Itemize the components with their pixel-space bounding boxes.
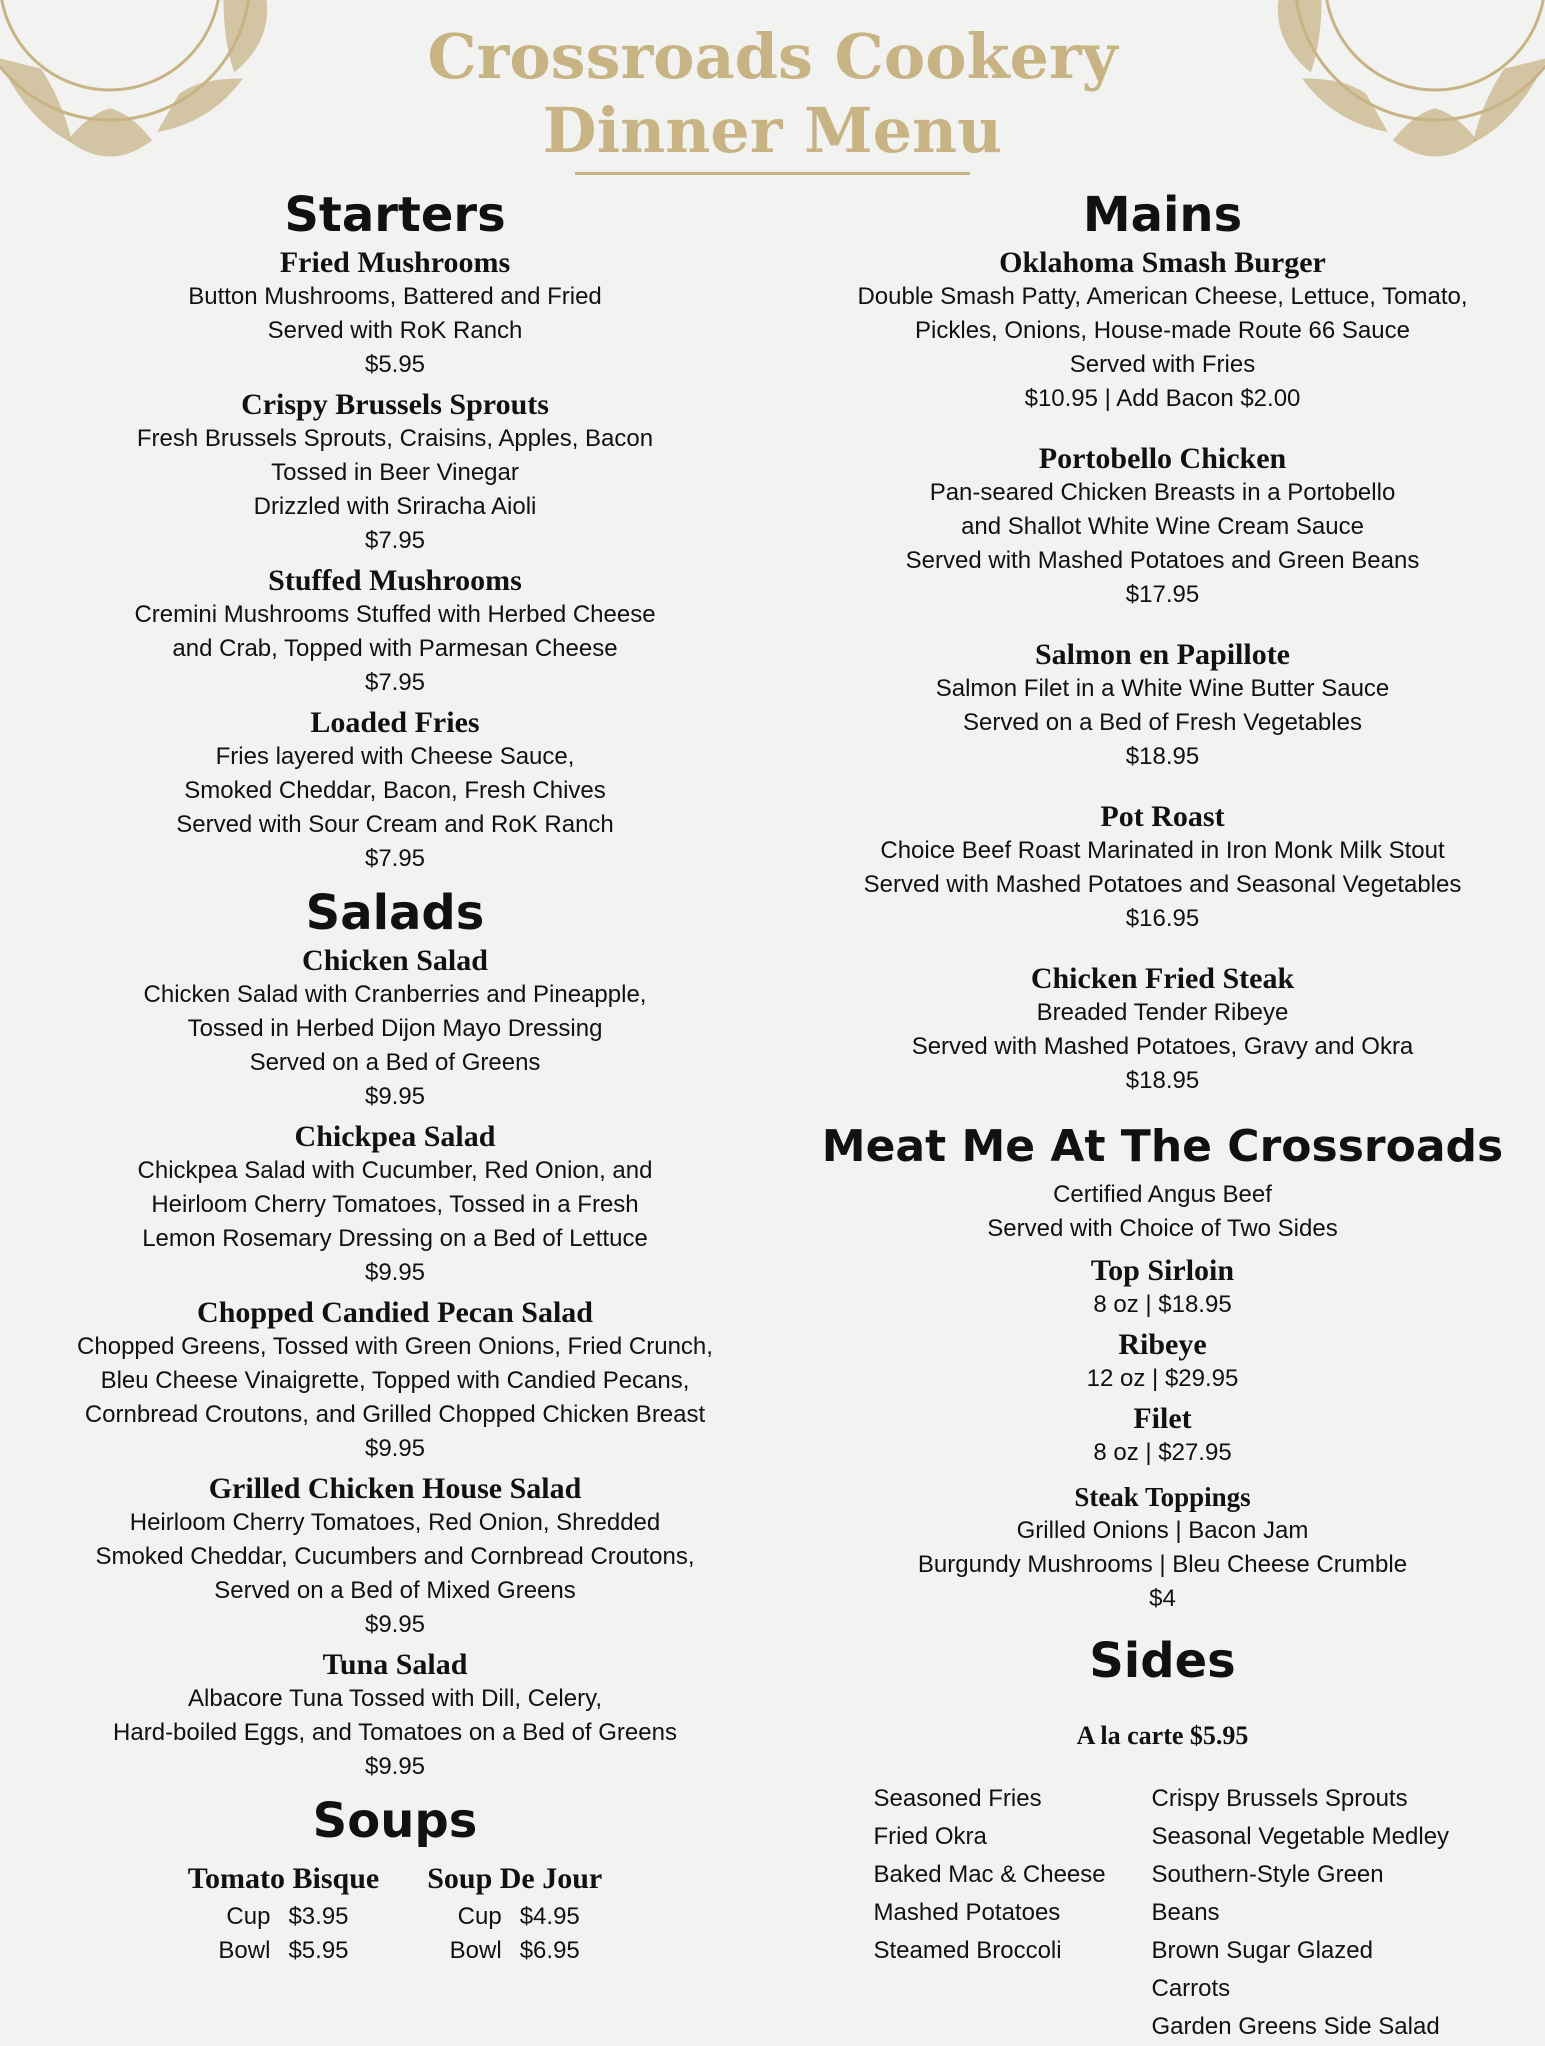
menu-item [40,706,750,876]
size-label: Bowl [218,1937,271,1964]
size-label: Cup [226,1903,271,1930]
toppings-line: Grilled Onions | Bacon Jam [1016,1517,1309,1544]
restaurant-name: Crossroads Cookery [427,20,1118,93]
toppings-name: Steak Toppings [1074,1482,1251,1512]
menu-item [40,1472,750,1642]
menu-item [800,962,1525,1098]
item-price: $5.95 [364,351,426,378]
steak-name: Top Sirloin [1090,1254,1235,1287]
item-description: Heirloom Cherry Tomatoes, Red Onion, Shredded [129,1509,661,1536]
item-name: Tuna Salad [322,1648,468,1681]
item-name: Loaded Fries [310,706,480,739]
menu-item [800,246,1525,416]
item-description: Breaded Tender Ribeye [1036,999,1289,1026]
title-underline [575,172,970,175]
menu-item [800,638,1525,774]
item-description: Served on a Bed of Greens [249,1049,541,1076]
item-price: $7.95 [364,669,426,696]
steak-toppings [800,1480,1525,1616]
item-description: Tossed in Herbed Dijon Mayo Dressing [187,1015,603,1042]
item-description: Lemon Rosemary Dressing on a Bed of Lettuce [142,1225,648,1252]
menu-item [40,564,750,700]
soup-item [427,1862,602,1968]
item-description: Served with RoK Ranch [267,317,523,344]
item-description: Albacore Tuna Tossed with Dill, Celery, [188,1685,602,1712]
item-description: Tossed in Beer Vinegar [271,459,519,486]
sides-heading: Sides [1089,1633,1236,1689]
item-description: Chopped Greens, Tossed with Green Onions, Fried Crunch, [77,1333,713,1360]
price: $6.95 [519,1937,580,1964]
item-description: and Shallot White Wine Cream Sauce [961,513,1364,540]
toppings-price: $4 [1149,1585,1176,1612]
side-item: Seasonal Vegetable Medley [1151,1823,1450,1850]
menu-item [40,246,750,382]
item-description: Served with Fries [1069,351,1256,378]
side-item: Steamed Broccoli [873,1937,1062,1964]
sides-column [874,1780,1152,2046]
item-description: Salmon Filet in a White Wine Butter Sauce [935,675,1390,702]
menu-item [40,1648,750,1784]
item-name: Grilled Chicken House Salad [208,1472,582,1505]
sides-list [800,1780,1525,2046]
menu-item [800,800,1525,936]
toppings-line: Burgundy Mushrooms | Bleu Cheese Crumble [917,1551,1408,1578]
soup-item [188,1862,379,1968]
menu-item [40,944,750,1114]
item-price: $17.95 [1125,581,1200,608]
item-description: Cremini Mushrooms Stuffed with Herbed Cheese [134,601,656,628]
item-description: Served with Mashed Potatoes and Green Beans [905,547,1420,574]
item-name: Oklahoma Smash Burger [999,246,1326,279]
soup-name: Soup De Jour [427,1862,603,1895]
item-description: Served on a Bed of Mixed Greens [214,1577,576,1604]
item-price: $9.95 [364,1753,426,1780]
item-description: Drizzled with Sriracha Aioli [253,493,537,520]
item-name: Crispy Brussels Sprouts [241,388,549,421]
item-description: Double Smash Patty, American Cheese, Lettuce, Tomato, [857,283,1468,310]
side-item: Crispy Brussels Sprouts [1151,1785,1408,1812]
item-name: Fried Mushrooms [279,246,511,279]
item-price: $9.95 [364,1083,426,1110]
item-description: Served with Mashed Potatoes and Seasonal Vegetables [863,871,1462,898]
item-description: Served on a Bed of Fresh Vegetables [963,709,1362,736]
item-price: $7.95 [364,845,426,872]
size-label: Cup [457,1903,502,1930]
item-description: Fries layered with Cheese Sauce, [215,743,575,770]
soup-name: Tomato Bisque [187,1862,380,1895]
steak-item [800,1402,1525,1470]
right-column [800,184,1525,2046]
steak-detail: 8 oz | $27.95 [1093,1439,1232,1466]
steak-name: Filet [1133,1402,1192,1435]
item-price: $16.95 [1125,905,1200,932]
menu-item [800,442,1525,612]
item-price: $7.95 [364,527,426,554]
item-price: $18.95 [1125,743,1200,770]
menu-title: Dinner Menu [542,94,1003,167]
item-price: $9.95 [364,1259,426,1286]
size-label: Bowl [449,1937,502,1964]
left-column [40,184,750,1968]
item-name: Chicken Fried Steak [1030,962,1295,995]
item-description: Smoked Cheddar, Bacon, Fresh Chives [184,777,606,804]
item-description: Choice Beef Roast Marinated in Iron Monk Milk Stout [880,837,1445,864]
item-name: Chickpea Salad [294,1120,496,1153]
mains-list [800,246,1525,1098]
mains-heading: Mains [1082,187,1243,243]
starters-list [40,246,750,876]
item-name: Portobello Chicken [1038,442,1287,475]
menu-item [40,388,750,558]
sides-column [1152,1780,1452,2046]
price: $5.95 [288,1937,349,1964]
item-name: Chopped Candied Pecan Salad [197,1296,593,1329]
meat-intro: Served with Choice of Two Sides [987,1215,1338,1242]
item-price: $9.95 [364,1611,426,1638]
item-name: Pot Roast [1100,800,1225,833]
sides-price: A la carte $5.95 [1076,1721,1249,1750]
side-item: Fried Okra [873,1823,987,1850]
steak-item [800,1328,1525,1396]
side-item: Garden Greens Side Salad [1151,2013,1440,2040]
item-name: Stuffed Mushrooms [268,564,522,597]
item-description: and Crab, Topped with Parmesan Cheese [172,635,618,662]
menu-header [0,20,1545,175]
steak-detail: 12 oz | $29.95 [1086,1365,1239,1392]
item-description: Served with Sour Cream and RoK Ranch [176,811,614,838]
item-description: Chicken Salad with Cranberries and Pineapple, [143,981,647,1008]
item-description: Fresh Brussels Sprouts, Craisins, Apples, Bacon [136,425,654,452]
steak-name: Ribeye [1118,1328,1207,1361]
item-description: Chickpea Salad with Cucumber, Red Onion, and [137,1157,653,1184]
salads-list [40,944,750,1784]
menu-item [40,1120,750,1290]
item-description: Button Mushrooms, Battered and Fried [188,283,602,310]
item-description: Bleu Cheese Vinaigrette, Topped with Candied Pecans, [100,1367,690,1394]
item-description: Heirloom Cherry Tomatoes, Tossed in a Fresh [151,1191,639,1218]
soups-heading: Soups [312,1793,478,1849]
item-description: Smoked Cheddar, Cucumbers and Cornbread Croutons, [95,1543,695,1570]
side-item: Southern-Style Green Beans [1151,1861,1384,1926]
side-item: Mashed Potatoes [873,1899,1061,1926]
item-description: Served with Mashed Potatoes, Gravy and Okra [911,1033,1414,1060]
salads-heading: Salads [305,885,485,941]
item-price: $9.95 [364,1435,426,1462]
side-item: Baked Mac & Cheese [873,1861,1106,1888]
menu-item [40,1296,750,1466]
item-description: Pickles, Onions, House-made Route 66 Sauce [915,317,1410,344]
meat-heading: Meat Me At The Crossroads [821,1121,1504,1172]
item-description: Hard-boiled Eggs, and Tomatoes on a Bed of Greens [113,1719,677,1746]
item-description: Cornbread Croutons, and Grilled Chopped Chicken Breast [84,1401,706,1428]
steak-detail: 8 oz | $18.95 [1093,1291,1232,1318]
item-name: Chicken Salad [302,944,488,977]
item-name: Salmon en Papillote [1034,638,1290,671]
price: $3.95 [288,1903,349,1930]
item-price: $10.95 | Add Bacon $2.00 [1024,385,1301,412]
side-item: Seasoned Fries [873,1785,1042,1812]
side-item: Brown Sugar Glazed Carrots [1151,1937,1373,2002]
item-price: $18.95 [1125,1067,1200,1094]
steak-item [800,1254,1525,1322]
starters-heading: Starters [284,187,506,243]
item-description: Pan-seared Chicken Breasts in a Portobello [929,479,1396,506]
price: $4.95 [519,1903,580,1930]
soups-list [40,1862,750,1968]
meat-intro: Certified Angus Beef [1053,1181,1272,1208]
